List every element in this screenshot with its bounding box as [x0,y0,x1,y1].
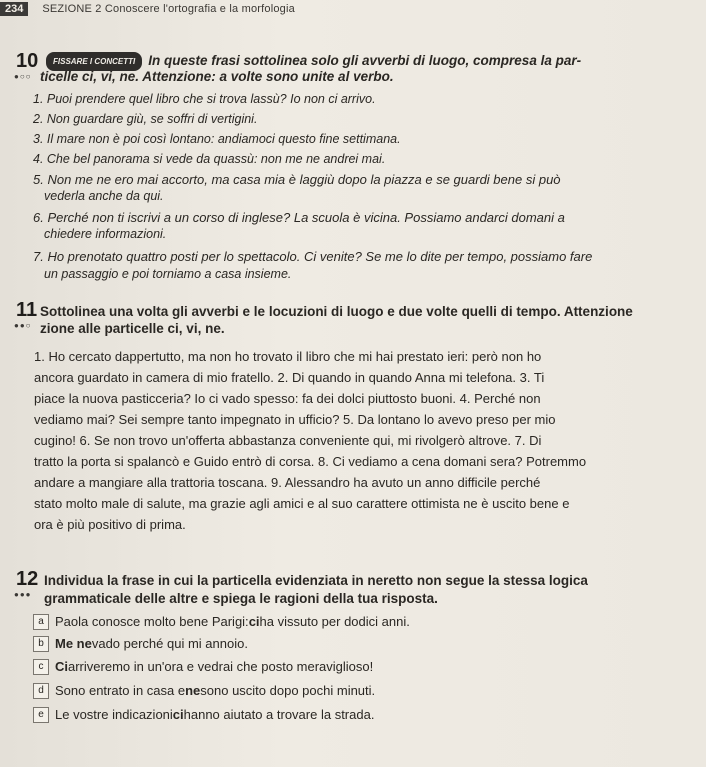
paragraph-line: piace la nuova pasticceria? Io ci vado spesso: fa dei dolci piuttosto buoni. 4. Perché non [34,391,541,406]
difficulty-dots: ●○○ [14,72,32,81]
exercise-item-cont: chiedere informazioni. [44,227,167,241]
answer-option-b[interactable]: b Me ne vado perché qui mi annoio. [33,635,248,652]
exercise-instruction: FISSARE I CONCETTI In queste frasi sottolinea solo gli avverbi di luogo, compresa la par- [46,52,581,71]
paragraph-line: andare a mangiare alla trattoria toscana. 9. Alessandro ha avuto un anno difficile perché [34,475,541,490]
exercise-item: 3. Il mare non è poi così lontano: andiamoci questo fine settimana. [33,132,401,146]
paragraph-line: 1. Ho cercato dappertutto, ma non ho trovato il libro che mi hai prestato ieri: però non ho [34,349,542,364]
option-letter: b [33,636,49,652]
exercise-number: 12 [16,568,39,590]
highlighted-particle: ne [185,683,201,698]
concept-badge: FISSARE I CONCETTI [46,52,142,71]
exercise-item: 4. Che bel panorama si vede da quassù: non me ne andrei mai. [33,152,386,166]
exercise-item-cont: un passaggio e poi torniamo a casa insieme. [44,267,292,281]
highlighted-particle: Ci [55,659,68,674]
highlighted-particle: ci [248,614,260,629]
answer-option-d[interactable]: d Sono entrato in casa e ne sono uscito dopo pochi minuti. [33,682,375,699]
option-letter: a [33,614,49,630]
running-title: SEZIONE 2 Conoscere l'ortografia e la morfologia [42,3,295,15]
difficulty-dots: ●●○ [14,321,32,330]
paragraph-line: ora è più positivo di prima. [34,517,186,532]
exercise-number: 10 [16,50,39,72]
answer-option-c[interactable]: c Ci arriveremo in un'ora e vedrai che posto meraviglioso! [33,658,373,675]
exercise-item: 7. Ho prenotato quattro posti per lo spettacolo. Ci venite? Se me lo dite per tempo, possiamo fare [33,249,593,264]
paragraph-line: ancora guardato in camera di mio fratello. 2. Di quando in quando Anna mi telefona. 3. Ti [34,370,545,385]
page-header [0,0,295,18]
exercise-paragraph [34,346,586,535]
exercise-item-cont: vederla anche da qui. [44,189,164,203]
exercise-item: 5. Non me ne ero mai accorto, ma casa mia è laggiù dopo la piazza e se guardi bene si può [33,172,561,187]
exercise-item: 6. Perché non ti iscrivi a un corso di inglese? La scuola è vicina. Possiamo andarci domani a [33,210,565,225]
highlighted-particle: ci [172,707,184,722]
exercise-instruction-cont: ticelle ci, vi, ne. Attenzione: a volte sono unite al verbo. [40,69,394,84]
exercise-instruction: Sottolinea una volta gli avverbi e le locuzioni di luogo e due volte quelli di tempo. Attenzione [40,304,633,319]
exercise-instruction-cont: grammaticale delle altre e spiega le ragioni della tua risposta. [44,591,438,606]
option-letter: c [33,659,49,675]
answer-option-a[interactable]: a Paola conosce molto bene Parigi: ci ha vissuto per dodici anni. [33,613,410,630]
exercise-instruction-cont: zione alle particelle ci, vi, ne. [40,321,225,336]
paragraph-line: stato molto male di salute, ma grazie agli amici e al suo carattere ottimista ne è uscito bene e [34,496,570,511]
exercise-item: 1. Puoi prendere quel libro che si trova lassù? Io non ci arrivo. [33,92,376,106]
page-number: 234 [0,2,28,16]
paragraph-line: tratto la porta si spalancò e Guido entrò di corsa. 8. Ci vediamo a cena domani sera? Potremmo [34,454,587,469]
difficulty-dots: ●●● [14,590,32,599]
paragraph-line: cugino! 6. Se non trovo un'offerta abbastanza conveniente qui, mi rivolgerò altrove. 7. Di [34,433,542,448]
exercise-number: 11 [16,299,38,321]
highlighted-particle: Me ne [55,636,92,651]
exercise-instruction: Individua la frase in cui la particella evidenziata in neretto non segue la stessa logica [44,573,588,588]
option-letter: e [33,707,49,723]
option-letter: d [33,683,49,699]
paragraph-line: vediamo mai? Sei sempre tanto impegnato in ufficio? 5. Da lontano lo avevo preso per mio [34,412,556,427]
exercise-item: 2. Non guardare giù, se soffri di vertigini. [33,112,258,126]
answer-option-e[interactable]: e Le vostre indicazioni ci hanno aiutato a trovare la strada. [33,706,374,723]
